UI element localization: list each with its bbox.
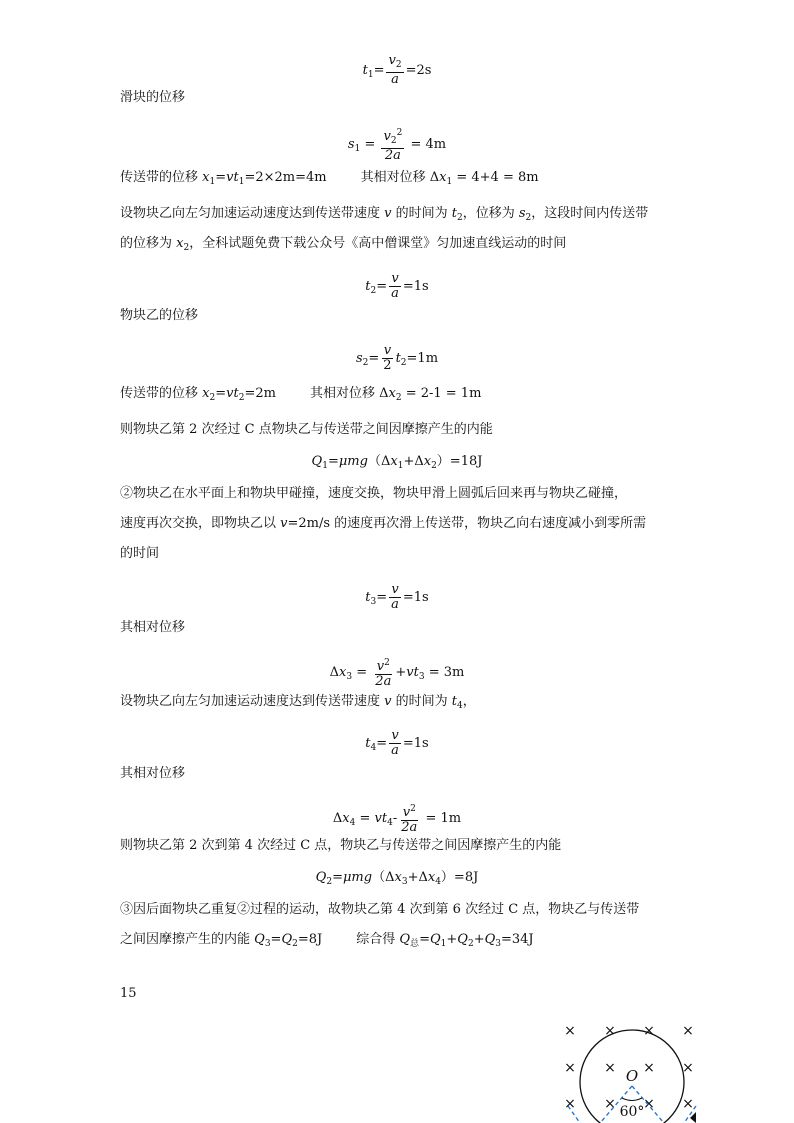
text-belt-displacement-2: 传送带的位移 $x_2=vt_2=2m$ 其相对位移 $\Delta x_2 = 2-1 = 1m$ — [120, 386, 482, 403]
field-cross: × — [682, 1023, 694, 1039]
text-paragraph-2-line-3: 的时间 — [120, 546, 160, 561]
equation-t4: $t_4=$ $\frac{v}{a}$ =1s — [365, 728, 429, 758]
text-slider-displacement: 滑块的位移 — [120, 90, 186, 105]
center-label: O — [625, 1067, 639, 1085]
angle-arc — [622, 1098, 642, 1101]
angle-label: 60° — [619, 1104, 645, 1120]
field-cross: × — [564, 1023, 576, 1039]
equation-dx3: $\Delta x_3$ = $\frac{v^2}{2a}$ $+vt_3 = 3m$ — [329, 658, 465, 689]
text-paragraph-2-line-1: ②物块乙在水平面上和物块甲碰撞，速度交换，物块甲滑上圆弧后回来再与物块乙碰撞， — [120, 486, 628, 501]
field-cross: × — [643, 1023, 655, 1039]
text-paragraph-4-line-1: ③因后面物块乙重复②过程的运动，故物块乙第 4 次到第 6 次经过 C 点，物块乙与传送带 — [120, 902, 640, 917]
equation-t1: $t_1=$ $\frac{v_2}{a}$ =2s — [362, 53, 432, 87]
equation-t3: $t_3=$ $\frac{v}{a}$ =1s — [365, 582, 429, 612]
text-heat-intro: 则物块乙第 2 次经过 C 点物块乙与传送带之间因摩擦产生的内能 — [120, 422, 493, 437]
field-cross: × — [682, 1060, 694, 1076]
field-cross: × — [564, 1096, 576, 1112]
equation-dx4: $\Delta x_4 = vt_4-$ $\frac{v^2}{2a}$ = 1m — [332, 804, 462, 835]
field-cross: × — [643, 1096, 655, 1112]
text-heat-2: 则物块乙第 2 次到第 4 次经过 C 点，物块乙与传送带之间因摩擦产生的内能 — [120, 838, 562, 853]
page-number: 15 — [120, 986, 137, 1001]
text-paragraph-1-line-2: 的位移为 $x_2$，全科试题免费下载公众号《高中僧课堂》匀加速直线运动的时间 — [120, 236, 567, 253]
field-cross: × — [604, 1060, 616, 1076]
text-block-displacement: 物块乙的位移 — [120, 308, 199, 323]
text-paragraph-1-line-1: 设物块乙向左匀加速运动速度达到传送带速度 v 的时间为 $t_2$，位移为 $s_2$，这段时间内传送带 — [120, 206, 649, 223]
text-relative-displacement-1: 其相对位移 — [120, 620, 186, 635]
field-cross: × — [604, 1023, 616, 1039]
field-cross: × — [564, 1060, 576, 1076]
equation-s1: $s_1$ = $\frac{v_2^2}{2a}$ = 4m — [347, 128, 447, 163]
text-paragraph-2-line-2: 速度再次交换，即物块乙以 v=2m/s 的速度再次滑上传送带，物块乙向右速度减小到零所需 — [120, 516, 647, 531]
equation-q1: $Q_1=\mu mg(\Delta x_1+\Delta x_2)=18J$ — [311, 454, 483, 471]
field-cross: × — [643, 1060, 655, 1076]
text-belt-displacement-1: 传送带的位移 $x_1=vt_1=2\times 2m=4m$ 其相对位移 $\Delta x_1 = 4+4 = 8m$ — [120, 170, 539, 187]
field-cross: × — [682, 1096, 694, 1112]
text-paragraph-4-line-2: 之间因摩擦产生的内能 $Q_3=Q_2=8J$ 综合得 $Q_总=Q_1+Q_2+Q_3=34J$ — [120, 932, 534, 949]
text-paragraph-3: 设物块乙向左匀加速运动速度达到传送带速度 v 的时间为 $t_4$， — [120, 694, 476, 711]
text-relative-displacement-2: 其相对位移 — [120, 766, 186, 781]
field-cross: × — [604, 1096, 616, 1112]
equation-t2: $t_2=$ $\frac{v}{a}$ =1s — [365, 271, 429, 301]
equation-s2: $s_2=$ $\frac{v}{2}$ $t_2=1m$ — [355, 343, 439, 373]
equation-q2: $Q_2=\mu mg(\Delta x_3+\Delta x_4)=8J$ — [315, 870, 479, 887]
